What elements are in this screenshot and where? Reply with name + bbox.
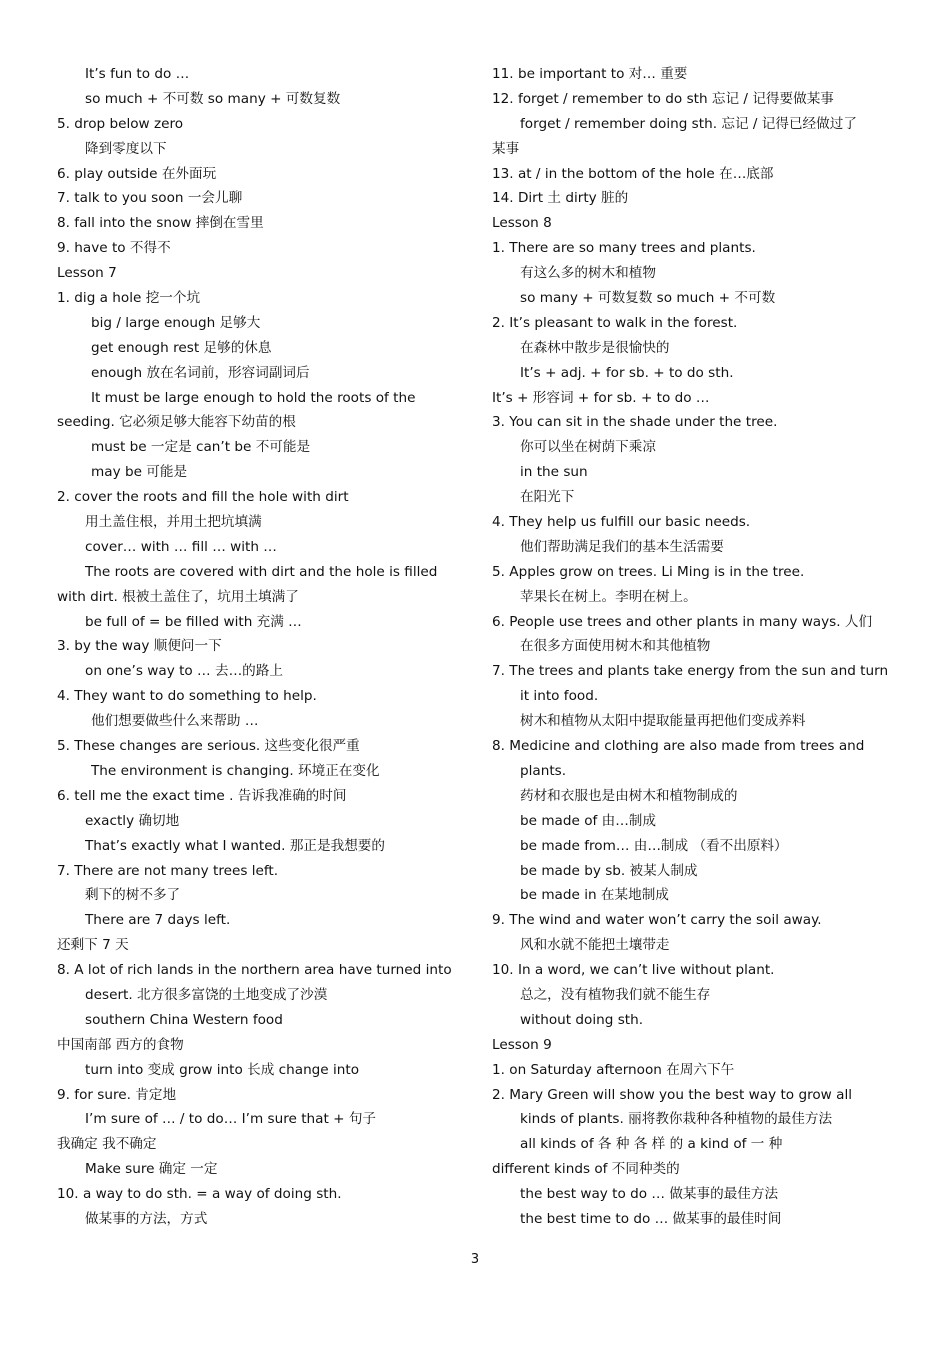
right-text-line: forget / remember doing sth. 忘记 / 记得已经做过了 <box>520 115 857 132</box>
right-text-line: 6. People use trees and other plants in many ways. 人们 <box>492 613 873 630</box>
left-text-line: may be 可能是 <box>91 464 188 481</box>
left-text-line: desert. 北方很多富饶的土地变成了沙漠 <box>85 986 328 1003</box>
left-text-line: 7. talk to you soon 一会儿聊 <box>57 190 243 207</box>
right-text-line: 10. In a word, we can’t live without plant. <box>492 962 775 979</box>
left-text-line: 9. for sure. 肯定地 <box>57 1086 177 1103</box>
right-text-line: it into food. <box>520 688 599 705</box>
left-text-line: 做某事的方法，方式 <box>85 1210 208 1227</box>
right-text-line: all kinds of 各 种 各 样 的 a kind of 一 种 <box>520 1136 783 1153</box>
left-text-line: be full of = be filled with 充满 … <box>85 613 302 630</box>
left-text-line: Lesson 7 <box>57 265 117 282</box>
right-text-line: 在很多方面使用树木和其他植物 <box>520 638 711 655</box>
right-text-line: 3. You can sit in the shade under the tree. <box>492 414 778 431</box>
left-text-line: 他们想要做些什么来帮助 … <box>91 713 259 730</box>
left-text-line: 用土盖住根，并用土把坑填满 <box>85 514 262 531</box>
right-text-line: be made from… 由…制成 （看不出原料） <box>520 837 788 854</box>
right-text-line: plants. <box>520 762 567 779</box>
left-text-line: The environment is changing. 环境正在变化 <box>91 762 380 779</box>
right-text-line: Lesson 8 <box>492 215 552 232</box>
right-text-line: be made in 在某地制成 <box>520 887 669 904</box>
left-text-line: get enough rest 足够的休息 <box>91 339 272 356</box>
right-text-line: different kinds of 不同种类的 <box>492 1161 680 1178</box>
left-text-line: 3. by the way 顺便问一下 <box>57 638 222 655</box>
right-text-line: be made of 由…制成 <box>520 812 656 829</box>
left-text-line: 7. There are not many trees left. <box>57 862 279 879</box>
right-text-line: 风和水就不能把土壤带走 <box>520 937 670 954</box>
left-text-line: It’s fun to do … <box>85 66 190 82</box>
right-text-line: kinds of plants. 丽将教你栽种各种植物的最佳方法 <box>520 1111 833 1128</box>
left-text-line: big / large enough 足够大 <box>91 314 261 331</box>
left-text-line: 10. a way to do sth. = a way of doing sth. <box>57 1186 342 1203</box>
right-text-line: 总之，没有植物我们就不能生存 <box>520 986 711 1003</box>
left-text-line: seeding. 它必须足够大能容下幼苗的根 <box>57 414 296 431</box>
right-text-line: 5. Apples grow on trees. Li Ming is in the tree. <box>492 563 805 580</box>
left-text-line: 1. dig a hole 挖一个坑 <box>57 290 201 307</box>
left-text-line: 9. have to 不得不 <box>57 240 171 257</box>
left-text-line: 还剩下 7 天 <box>57 937 129 954</box>
left-text-line: That’s exactly what I wanted. 那正是我想要的 <box>85 837 385 854</box>
left-text-line: cover… with … fill … with … <box>85 538 277 555</box>
right-text-line: 他们帮助满足我们的基本生活需要 <box>520 538 724 555</box>
left-text-line: 6. play outside 在外面玩 <box>57 165 217 182</box>
right-text-line: 你可以坐在树荫下乘凉 <box>520 439 656 456</box>
right-text-line: the best time to do … 做某事的最佳时间 <box>520 1210 782 1227</box>
right-text-line: 1. on Saturday afternoon 在周六下午 <box>492 1061 735 1078</box>
right-text-line: 2. Mary Green will show you the best way to grow all <box>492 1086 853 1103</box>
left-text-line: 剩下的树不多了 <box>85 887 181 904</box>
left-text-line: on one’s way to … 去…的路上 <box>85 663 283 680</box>
left-text-line: 5. drop below zero <box>57 115 184 132</box>
right-text-line: 树木和植物从太阳中提取能量再把他们变成养料 <box>520 713 806 730</box>
right-text-line: 4. They help us fulfill our basic needs. <box>492 514 751 531</box>
left-text-line: I’m sure of … / to do… I’m sure that + 句子 <box>85 1111 377 1128</box>
right-text-line: It’s + adj. + for sb. + to do sth. <box>520 364 734 381</box>
right-text-line: 某事 <box>492 140 520 157</box>
right-text-line: without doing sth. <box>520 1011 644 1028</box>
left-text-line: 5. These changes are serious. 这些变化很严重 <box>57 738 360 755</box>
page-number: 3 <box>470 1252 480 1267</box>
right-text-line: It’s + 形容词 + for sb. + to do … <box>492 389 710 406</box>
right-text-line: 1. There are so many trees and plants. <box>492 240 756 257</box>
right-text-line: 在阳光下 <box>520 489 575 506</box>
right-text-line: in the sun <box>520 464 588 481</box>
left-text-line: 中国南部 西方的食物 <box>57 1036 184 1053</box>
right-text-line: Lesson 9 <box>492 1036 552 1053</box>
left-text-line: The roots are covered with dirt and the hole is filled <box>85 563 438 580</box>
right-text-line: 12. forget / remember to do sth 忘记 / 记得要做某事 <box>492 90 834 107</box>
left-text-line: enough 放在名词前，形容词副词后 <box>91 364 310 381</box>
left-text-line: 降到零度以下 <box>85 140 167 157</box>
left-column <box>57 62 459 1232</box>
left-text-line: exactly 确切地 <box>85 812 180 829</box>
left-text-line: with dirt. 根被土盖住了，坑用土填满了 <box>57 588 299 605</box>
right-text-line: 有这么多的树木和植物 <box>520 265 656 282</box>
left-text-line: 2. cover the roots and fill the hole with dirt <box>57 489 349 506</box>
right-column <box>492 62 894 1232</box>
right-text-line: 11. be important to 对… 重要 <box>492 66 688 82</box>
left-text-line: so much + 不可数 so many + 可数复数 <box>85 90 341 107</box>
left-text-line: 6. tell me the exact time . 告诉我准确的时间 <box>57 787 347 804</box>
left-text-line: turn into 变成 grow into 长成 change into <box>85 1061 360 1078</box>
right-text-line: 苹果长在树上。李明在树上。 <box>520 588 697 605</box>
right-text-line: 14. Dirt 土 dirty 脏的 <box>492 190 629 207</box>
left-text-line: must be 一定是 can’t be 不可能是 <box>91 439 311 456</box>
left-text-line: southern China Western food <box>85 1011 283 1028</box>
right-text-line: 2. It’s pleasant to walk in the forest. <box>492 314 738 331</box>
right-text-line: be made by sb. 被某人制成 <box>520 862 698 879</box>
left-text-line: It must be large enough to hold the roots of the <box>91 389 416 406</box>
left-text-line: Make sure 确定 一定 <box>85 1161 218 1178</box>
left-text-line: 8. fall into the snow 摔倒在雪里 <box>57 215 264 232</box>
right-text-line: 8. Medicine and clothing are also made from trees and <box>492 738 865 755</box>
left-text-line: 8. A lot of rich lands in the northern area have turned into <box>57 962 452 979</box>
left-text-line: There are 7 days left. <box>85 912 231 929</box>
right-text-line: 药材和衣服也是由树木和植物制成的 <box>520 787 738 804</box>
left-text-line: 我确定 我不确定 <box>57 1136 157 1153</box>
right-text-line: 13. at / in the bottom of the hole 在…底部 <box>492 165 774 182</box>
left-text-line: 4. They want to do something to help. <box>57 688 317 705</box>
right-text-line: 在森林中散步是很愉快的 <box>520 339 670 356</box>
right-text-line: so many + 可数复数 so much + 不可数 <box>520 290 776 307</box>
right-text-line: 7. The trees and plants take energy from the sun and turn <box>492 663 889 680</box>
right-text-line: 9. The wind and water won’t carry the soil away. <box>492 912 822 929</box>
right-text-line: the best way to do … 做某事的最佳方法 <box>520 1186 779 1203</box>
